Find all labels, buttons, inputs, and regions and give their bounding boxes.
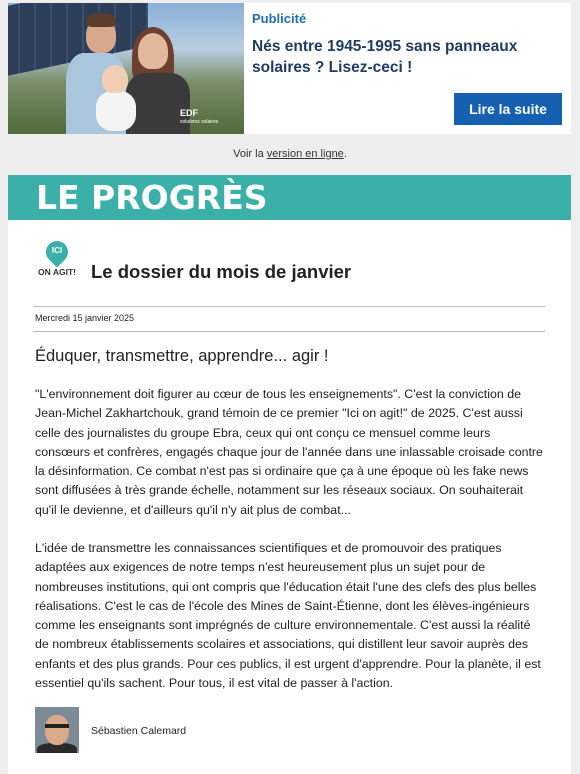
- divider-bottom: [33, 331, 545, 332]
- view-online-prefix: Voir la: [233, 148, 267, 160]
- article-date: Mercredi 15 janvier 2025: [35, 313, 135, 323]
- article-paragraph: L'idée de transmettre les connaissances scientifiques et de promouvoir des pratiques adaptées aux exigences de notre temps n'est heureusement plus un sujet pour de nombreuses institutions, qui ont compris que l'éducation était l'une des clefs des plus belles réalisations. C'est le cas de l'école des Mines de Saint-Étienne, dont les élèves-ingénieurs comme les enseignants sont imprégnés de culture environnementale. C'est aussi la réalité de nombreux établissements scolaires et associations, qui distillent leur savoir auprès des enfants et des plus grands. Pour ces publics, il est urgent d'apprendre. Pour la planète, il est essentiel qu'ils sachent. Pour tous, il est vital de passer à l'action.: [35, 541, 541, 691]
- man-hair: [86, 13, 116, 27]
- badge-bottom-text: ON AGIT!: [38, 267, 76, 277]
- newsletter-content: [8, 220, 571, 774]
- section-title: Le dossier du mois de janvier: [91, 261, 352, 282]
- article-headline: Éduquer, transmettre, apprendre... agir !: [35, 347, 329, 365]
- advertisement-banner[interactable]: [8, 3, 571, 134]
- avatar-face: [45, 715, 69, 745]
- ad-title[interactable]: Nés entre 1945-1995 sans panneaux solaires ? Lisez-ceci !: [252, 38, 518, 76]
- ad-label: Publicité: [252, 11, 307, 26]
- edf-logo: [180, 109, 218, 127]
- view-online-link[interactable]: version en ligne: [266, 148, 344, 160]
- woman-face: [138, 33, 168, 69]
- ad-photo[interactable]: [8, 3, 244, 134]
- author-avatar: [35, 707, 79, 753]
- baby-face: [102, 65, 128, 93]
- brand-header[interactable]: [8, 175, 571, 220]
- author-name: Sébastien Calemard: [91, 725, 187, 737]
- divider-top: [33, 306, 545, 307]
- read-more-button[interactable]: Lire la suite: [454, 93, 562, 125]
- edf-logo-subtext: solutions solaires: [180, 119, 219, 125]
- baby-figure: [96, 91, 136, 131]
- badge-top-text: ICI: [51, 246, 63, 255]
- article-paragraph: "L'environnement doit figurer au cœur de tous les enseignements". C'est la conviction de Jean-Michel Zakhartchouk, grand témoin de ce premier "Ici on agit!" de 2025. C'est aussi celle des journalistes du groupe Ebra, ceux qui ont conçu ce mensuel comme leurs consœurs et confrères, engagés chaque jour de l'année dans une inlassable croisade contre la désinformation. Ce combat n'est pas si ordinaire que ça à une époque où les fake news sont diffusées à très grande échelle, notamment sur les réseaux sociaux. On souhaiterait qu'il le devienne, et d'ailleurs qu'il n'y ait plus de combat...: [35, 387, 543, 517]
- ici-on-agit-logo: [33, 241, 81, 281]
- view-online-line: [0, 148, 580, 160]
- view-online-suffix: .: [343, 148, 347, 160]
- edf-logo-text: EDF: [180, 108, 198, 118]
- avatar-glasses: [45, 724, 69, 728]
- brand-logo[interactable]: LE PROGRÈS: [36, 178, 268, 217]
